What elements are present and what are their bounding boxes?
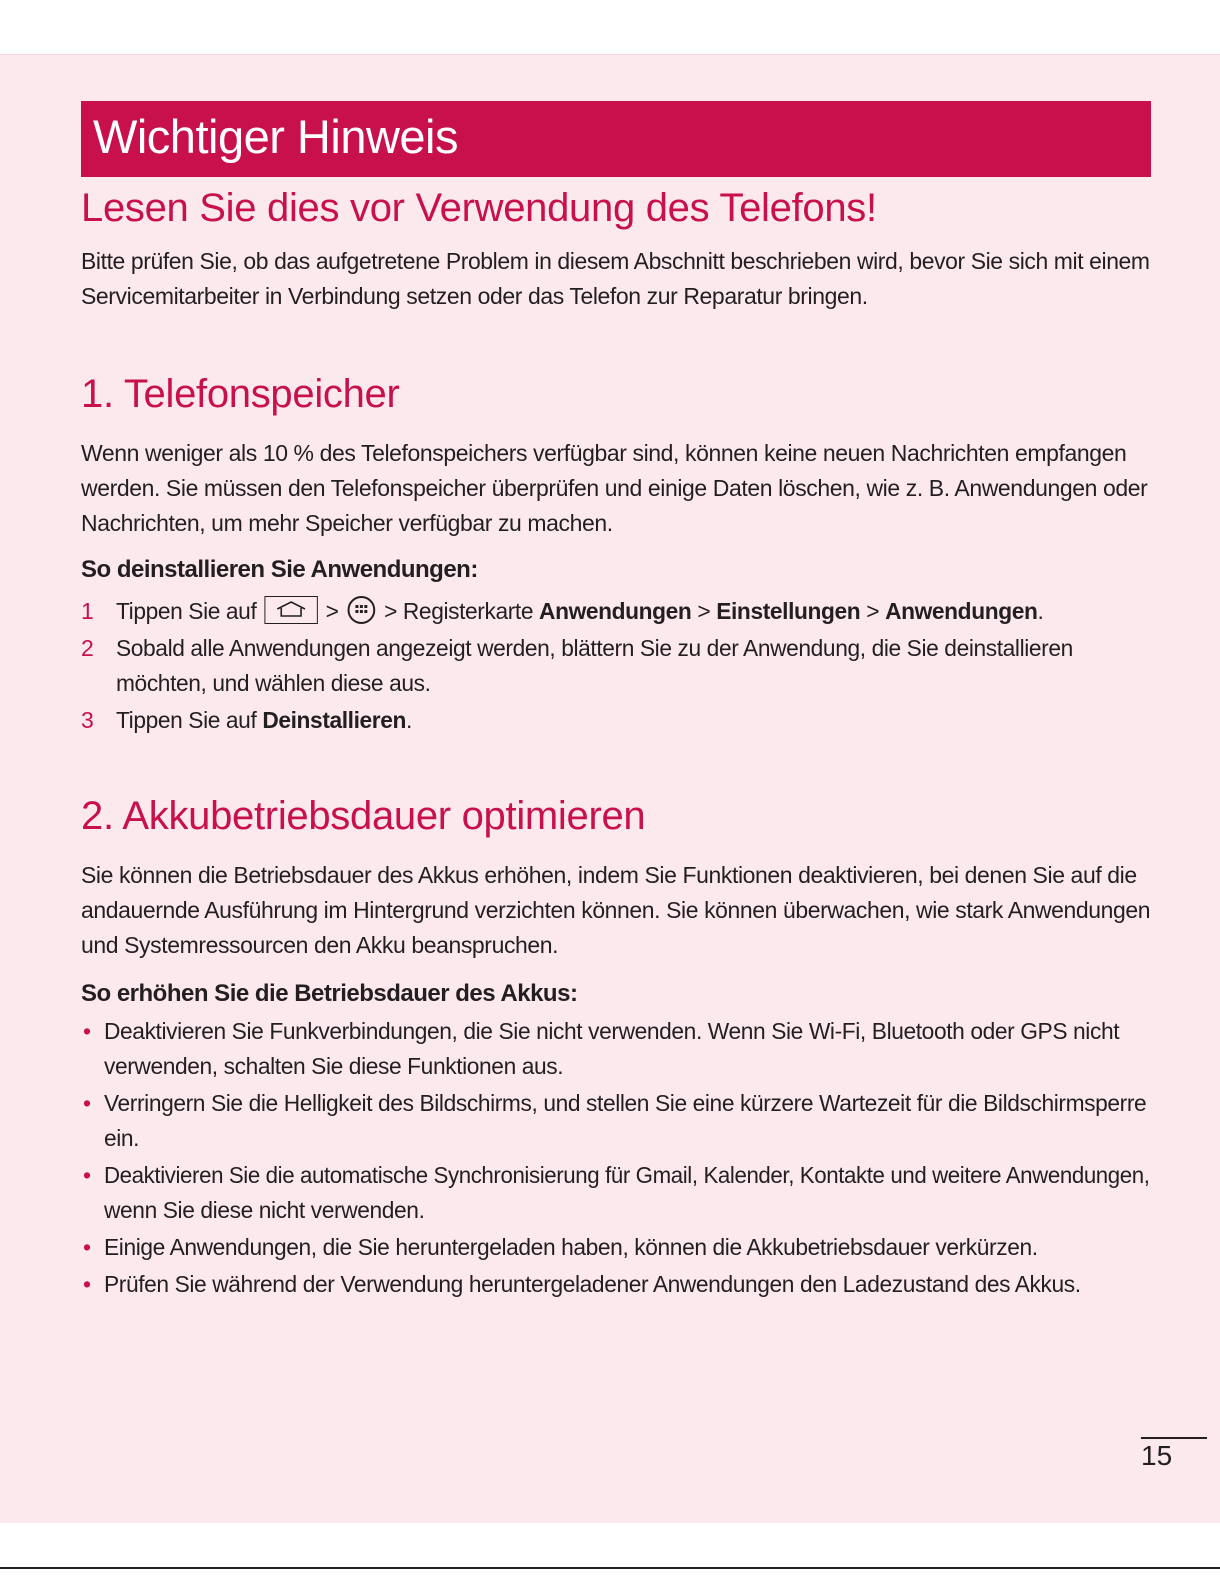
step-bold: Deinstallieren (262, 707, 407, 733)
step-number: 2 (81, 635, 94, 661)
list-item (81, 1267, 1161, 1302)
step-text: Tippen Sie auf (116, 598, 257, 624)
step-1 (81, 594, 1161, 629)
step-bold: Anwendungen (885, 598, 1038, 624)
list-item (81, 1014, 1161, 1084)
list-item-text: Deaktivieren Sie die automatische Synchronisierung für Gmail, Kalender, Kontakte und weitere Anwendungen, (104, 1162, 1150, 1188)
page-number-rule (1141, 1437, 1207, 1439)
bottom-rule (0, 1567, 1220, 1569)
step-number: 1 (81, 598, 94, 624)
intro-line: Servicemitarbeiter in Verbindung setzen oder das Telefon zur Reparatur bringen. (81, 283, 868, 309)
step-number: 3 (81, 707, 94, 733)
list-item-text: ein. (104, 1125, 140, 1151)
step-bold: Einstellungen (716, 598, 861, 624)
step-end: . (1037, 598, 1044, 624)
step-2 (81, 631, 1161, 701)
section1-line: werden. Sie müssen den Telefonspeicher überprüfen und einige Daten löschen, wie z. B. Anwendungen oder (81, 475, 1148, 501)
section1-line: Nachrichten, um mehr Speicher verfügbar zu machen. (81, 510, 613, 536)
step-separator: > (325, 598, 339, 624)
apps-icon (346, 595, 376, 625)
list-item-text: Prüfen Sie während der Verwendung heruntergeladener Anwendungen den Ladezustand des Akkus. (104, 1271, 1081, 1297)
intro-heading: Lesen Sie dies vor Verwendung des Telefons! (81, 186, 877, 230)
step-text: Sobald alle Anwendungen angezeigt werden, blättern Sie zu der Anwendung, die Sie deinstallieren (116, 635, 1073, 661)
list-item-text: wenn Sie diese nicht verwenden. (104, 1197, 425, 1223)
bullet-marker: • (83, 1271, 91, 1297)
bullet-marker: • (83, 1018, 91, 1044)
page-title: Wichtiger Hinweis (93, 110, 458, 163)
section1-subheading: So deinstallieren Sie Anwendungen: (81, 556, 478, 583)
section2-heading: 2. Akkubetriebsdauer optimieren (81, 794, 646, 838)
page-number: 15 (1141, 1440, 1173, 1471)
bullet-marker: • (83, 1162, 91, 1188)
intro-paragraph (81, 244, 1151, 314)
section2-line: Sie können die Betriebsdauer des Akkus erhöhen, indem Sie Funktionen deaktivieren, bei denen Sie auf die (81, 862, 1137, 888)
section2-subheading: So erhöhen Sie die Betriebsdauer des Akkus: (81, 980, 578, 1007)
list-item (81, 1158, 1161, 1228)
list-item-text: Einige Anwendungen, die Sie heruntergeladen haben, können die Akkubetriebsdauer verkürzen. (104, 1234, 1038, 1260)
title-banner (81, 101, 1151, 177)
list-item (81, 1230, 1161, 1265)
section1-line: Wenn weniger als 10 % des Telefonspeichers verfügbar sind, können keine neuen Nachrichten empfangen (81, 440, 1127, 466)
section1-heading: 1. Telefonspeicher (81, 372, 400, 416)
section1-paragraph (81, 436, 1151, 541)
intro-line: Bitte prüfen Sie, ob das aufgetretene Problem in diesem Abschnitt beschrieben wird, bevor Sie sich mit einem (81, 248, 1150, 274)
uninstall-steps (81, 594, 1161, 740)
home-icon (264, 596, 317, 624)
list-item-text: Verringern Sie die Helligkeit des Bildschirms, und stellen Sie eine kürzere Wartezeit für die Bildschirmsperre (104, 1090, 1147, 1116)
step-separator: > (697, 598, 711, 624)
list-item-text: Deaktivieren Sie Funkverbindungen, die Sie nicht verwenden. Wenn Sie Wi-Fi, Bluetooth oder GPS nicht (104, 1018, 1120, 1044)
step-bold: Anwendungen (539, 598, 692, 624)
section2-line: andauernde Ausführung im Hintergrund verzichten können. Sie können überwachen, wie stark Anwendungen (81, 897, 1151, 923)
step-separator: > (866, 598, 880, 624)
list-item (81, 1086, 1161, 1156)
step-3 (81, 703, 1161, 738)
step-text: Tippen Sie auf (116, 707, 257, 733)
step-end: . (406, 707, 412, 733)
list-item-text: verwenden, schalten Sie diese Funktionen aus. (104, 1053, 564, 1079)
battery-tips-list (81, 1014, 1161, 1304)
step-text: möchten, und wählen diese aus. (116, 670, 431, 696)
section2-line: und Systemressourcen den Akku beanspruchen. (81, 932, 559, 958)
bullet-marker: • (83, 1090, 91, 1116)
step-text: > Registerkarte (384, 598, 534, 624)
bullet-marker: • (83, 1234, 91, 1260)
section2-paragraph (81, 858, 1151, 963)
